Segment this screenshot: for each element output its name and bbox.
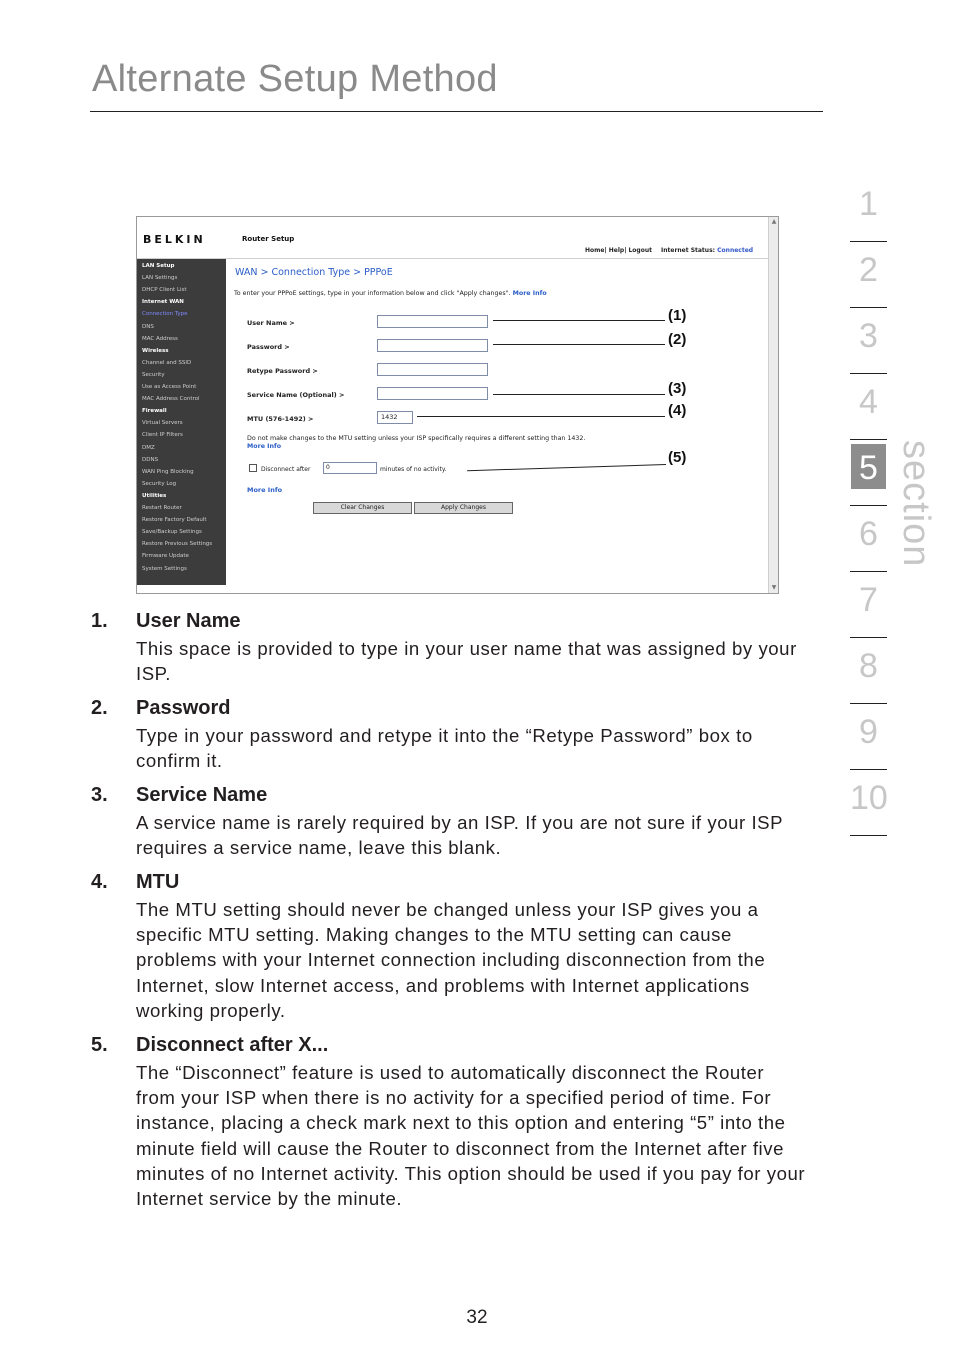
item-description: A service name is rarely required by an ISP. If you are not sure if your ISP requires a service name, leave this blank.	[136, 812, 783, 859]
callout-line-1	[493, 320, 665, 321]
service-name-input[interactable]	[377, 387, 488, 400]
section-number-10	[850, 770, 887, 836]
section-number-label: 4	[859, 383, 878, 421]
callout-line-5	[467, 464, 666, 471]
router-menu-item: Firewall	[142, 408, 167, 415]
scroll-up-icon[interactable]: ▲	[771, 218, 777, 225]
router-menu-item[interactable]: Security	[142, 371, 165, 378]
title-rule	[90, 111, 823, 112]
item-description: The “Disconnect” feature is used to automatically disconnect the Router from your ISP when there is no activity for a specified period of time. For instance, placing a check mark next to this option and entering “5” into the minute field will cause the Router to disconnect from the Internet after five minutes of no Internet activity. This option should be used if you pay for your Internet service by the minute.	[136, 1062, 806, 1210]
section-number-label: 1	[859, 185, 878, 223]
clear-changes-button[interactable]: Clear Changes	[313, 502, 412, 514]
callout-5: (5)	[668, 449, 687, 466]
password-label: Password >	[247, 343, 290, 351]
item-heading: Service Name	[136, 784, 268, 806]
item-number: 1.	[91, 610, 108, 632]
section-number-label: 6	[859, 515, 878, 553]
router-menu-item[interactable]: Restore Factory Default	[142, 517, 207, 524]
router-menu-item[interactable]: DNS	[142, 323, 154, 330]
item-heading: Password	[136, 697, 231, 719]
callout-line-3	[493, 394, 665, 395]
page-title: Alternate Setup Method	[92, 58, 498, 100]
router-screenshot	[136, 216, 779, 594]
section-divider	[850, 835, 887, 836]
mtu-label: MTU (576-1492) >	[247, 415, 314, 423]
section-number-label: 10	[850, 779, 888, 817]
section-number-8	[850, 638, 887, 704]
router-menu-item[interactable]: DDNS	[142, 456, 159, 463]
router-menu-item: Utilities	[142, 492, 167, 499]
section-number-5	[850, 440, 887, 506]
screenshot-header	[137, 217, 769, 259]
callout-line-2	[493, 344, 665, 345]
disconnect-minutes-input[interactable]: 0	[323, 462, 377, 474]
top-links[interactable]: Home| Help| Logout	[585, 247, 652, 254]
retype-password-input[interactable]	[377, 363, 488, 376]
more-info-link[interactable]: More Info	[247, 486, 283, 494]
callout-1: (1)	[668, 307, 687, 324]
router-menu-item[interactable]: Use as Access Point	[142, 384, 197, 390]
router-menu-item[interactable]: System Settings	[142, 565, 187, 572]
section-number-9	[850, 704, 887, 770]
callout-4: (4)	[668, 402, 687, 419]
mtu-input[interactable]: 1432	[377, 411, 413, 424]
user-name-input[interactable]	[377, 315, 488, 328]
password-input[interactable]	[377, 339, 488, 352]
item-heading: MTU	[136, 871, 180, 893]
apply-changes-button[interactable]: Apply Changes	[414, 502, 513, 514]
item-description: The MTU setting should never be changed unless your ISP gives you a specific MTU setting. Making changes to the MTU setting can cause problems with your Internet connection including disconnection from the Internet, slow Internet access, and problems with Internet applications working properly.	[136, 899, 766, 1021]
intro-text: To enter your PPPoE settings, type in your information below and click "Apply changes". More Info	[234, 290, 547, 297]
service-name-label: Service Name (Optional) >	[247, 391, 345, 399]
intro-more-info-link[interactable]: More Info	[512, 290, 547, 297]
router-menu-item[interactable]: Save/Backup Settings	[142, 529, 202, 536]
router-menu-item: Internet WAN	[142, 299, 184, 306]
callout-line-4	[417, 416, 665, 417]
item-description: This space is provided to type in your user name that was assigned by your ISP.	[136, 638, 797, 685]
retype-password-label: Retype Password >	[247, 367, 318, 375]
section-number-label: 7	[859, 581, 878, 619]
router-menu-item[interactable]: Restart Router	[142, 505, 182, 511]
router-menu-item: LAN Setup	[142, 263, 175, 269]
router-menu-item[interactable]: DHCP Client List	[142, 287, 187, 294]
router-menu-item[interactable]: Virtual Servers	[142, 420, 183, 427]
router-menu-item[interactable]: Firmware Update	[142, 553, 189, 560]
screenshot-scrollbar[interactable]	[768, 217, 778, 593]
internet-status: Internet Status: Connected	[661, 247, 754, 254]
section-number-1	[850, 176, 887, 242]
breadcrumb: WAN > Connection Type > PPPoE	[235, 267, 393, 278]
router-menu-item[interactable]: Channel and SSID	[142, 359, 192, 366]
belkin-logo: BELKIN	[143, 233, 206, 246]
item-number: 5.	[91, 1034, 108, 1056]
section-number-7	[850, 572, 887, 638]
router-menu-item[interactable]: MAC Address	[142, 335, 178, 342]
item-number: 4.	[91, 871, 108, 893]
section-number-2	[850, 242, 887, 308]
router-menu-item[interactable]: MAC Address Control	[142, 396, 200, 403]
user-name-label: User Name >	[247, 319, 295, 327]
section-number-4	[850, 374, 887, 440]
section-number-label: 8	[859, 647, 878, 685]
warning-more-info-link[interactable]: More Info	[247, 443, 282, 450]
router-menu-item[interactable]: DMZ	[142, 444, 155, 451]
router-menu-item[interactable]: Connection Type	[142, 311, 188, 318]
router-menu-item[interactable]: LAN Settings	[142, 275, 178, 282]
section-number-3	[850, 308, 887, 374]
page-number: 32	[466, 1307, 488, 1328]
item-number: 2.	[91, 697, 108, 719]
item-number: 3.	[91, 784, 108, 806]
section-number-label: 2	[859, 251, 878, 289]
router-menu-item[interactable]: Security Log	[142, 480, 177, 487]
section-label: section	[895, 440, 937, 568]
disconnect-checkbox[interactable]	[249, 464, 257, 472]
scroll-down-icon[interactable]: ▼	[771, 584, 777, 591]
mtu-warning: Do not make changes to the MTU setting unless your ISP specifically requires a different setting than 1432. More Info	[247, 435, 586, 450]
router-setup-label: Router Setup	[242, 235, 295, 243]
router-menu-item[interactable]: Restore Previous Settings	[142, 541, 213, 548]
section-number-6	[850, 506, 887, 572]
section-number-label: 3	[859, 317, 878, 355]
router-sidebar-menu	[137, 259, 226, 585]
section-number-label: 9	[859, 713, 878, 751]
section-number-label: 5	[859, 449, 878, 487]
disconnect-after-label: minutes of no activity.	[380, 466, 447, 473]
item-description: Type in your password and retype it into the “Retype Password” box to confirm it.	[136, 725, 753, 772]
item-heading: User Name	[136, 610, 241, 632]
router-menu-item: Wireless	[142, 347, 169, 354]
router-menu-item[interactable]: WAN Ping Blocking	[142, 468, 194, 475]
item-heading: Disconnect after X...	[136, 1034, 329, 1056]
callout-2: (2)	[668, 331, 687, 348]
router-menu-item[interactable]: Client IP Filters	[142, 432, 183, 439]
callout-3: (3)	[668, 380, 687, 397]
disconnect-label: Disconnect after	[261, 466, 311, 473]
